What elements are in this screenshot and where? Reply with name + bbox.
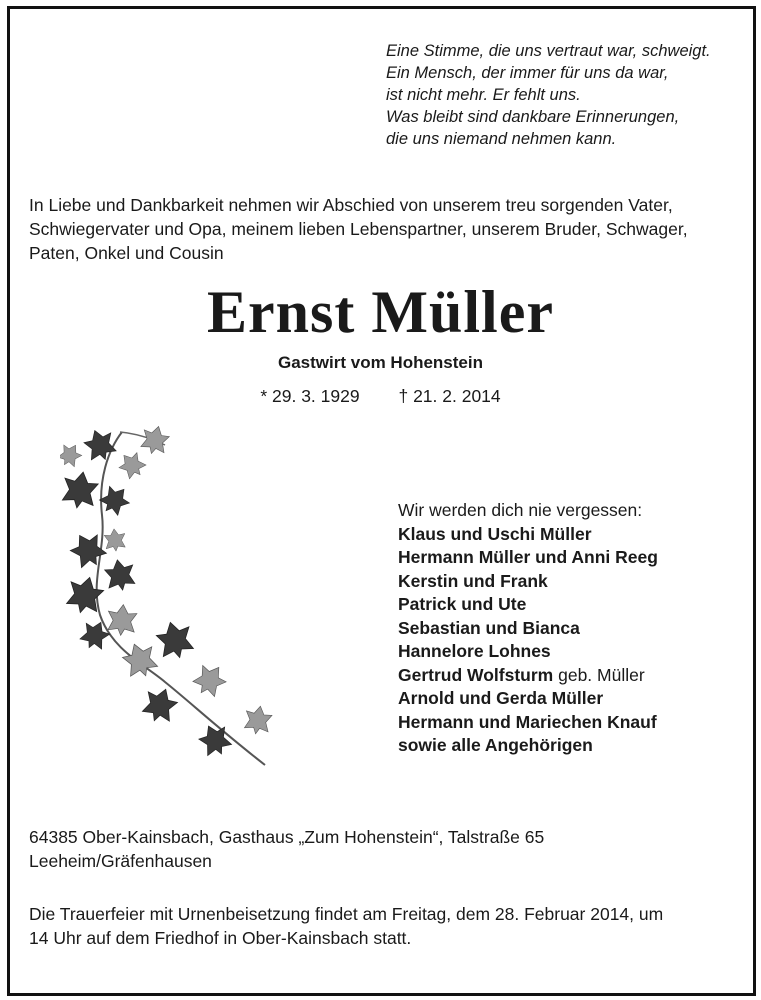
intro-line: Paten, Onkel und Cousin bbox=[29, 243, 224, 263]
funeral-line: Die Trauerfeier mit Urnenbeisetzung findet am Freitag, dem 28. Februar 2014, um bbox=[29, 904, 664, 924]
mourner-name: Kerstin und Frank bbox=[398, 570, 548, 591]
mourner-name: Sebastian und Bianca bbox=[398, 617, 580, 638]
address bbox=[29, 825, 739, 873]
intro-line: In Liebe und Dankbarkeit nehmen wir Abschied von unserem treu sorgenden Vater, bbox=[29, 195, 673, 215]
address-line: Leeheim/Gräfenhausen bbox=[29, 851, 212, 871]
poem-line: Was bleibt sind dankbare Erinnerungen, bbox=[386, 108, 680, 126]
poem-line: ist nicht mehr. Er fehlt uns. bbox=[386, 86, 581, 104]
ivy-branch-icon bbox=[60, 420, 290, 780]
mourner-name: Patrick und Ute bbox=[398, 594, 527, 614]
mourners-heading: Wir werden dich nie vergessen: bbox=[398, 500, 643, 520]
deceased-occupation: Gastwirt vom Hohenstein bbox=[278, 353, 483, 372]
mourner-name: Arnold und Gerda Müller bbox=[398, 688, 604, 708]
funeral-line: 14 Uhr auf dem Friedhof in Ober-Kainsbach statt. bbox=[29, 928, 412, 948]
intro-line: Schwiegervater und Opa, meinem lieben Lebenspartner, unserem Bruder, Schwager, bbox=[29, 219, 688, 239]
mourner-name: Klaus und Uschi Müller bbox=[398, 523, 592, 544]
mourner-name: Hannelore Lohnes bbox=[398, 641, 551, 661]
mourner-name: Gertrud Wolfsturm bbox=[398, 664, 554, 685]
poem-line: Ein Mensch, der immer für uns da war, bbox=[386, 64, 669, 82]
mourner-name: Hermann und Mariechen Knauf bbox=[398, 711, 657, 732]
mourner-name: Hermann Müller und Anni Reeg bbox=[398, 547, 658, 567]
funeral-notice bbox=[29, 902, 744, 950]
address-line: 64385 Ober-Kainsbach, Gasthaus „Zum Hohenstein“, Talstraße 65 bbox=[29, 827, 545, 847]
deceased-name: Ernst Müller bbox=[207, 279, 554, 345]
mourner-name: sowie alle Angehörigen bbox=[398, 735, 593, 755]
mourner-entry bbox=[398, 664, 738, 688]
life-dates: * 29. 3. 1929 † 21. 2. 2014 bbox=[260, 386, 501, 406]
intro-text bbox=[29, 193, 739, 265]
mourners-list bbox=[398, 499, 738, 758]
poem-line: die uns niemand nehmen kann. bbox=[386, 130, 617, 148]
maiden-name: geb. Müller bbox=[553, 664, 645, 685]
poem bbox=[386, 40, 726, 150]
poem-line: Eine Stimme, die uns vertraut war, schweigt. bbox=[386, 42, 711, 60]
